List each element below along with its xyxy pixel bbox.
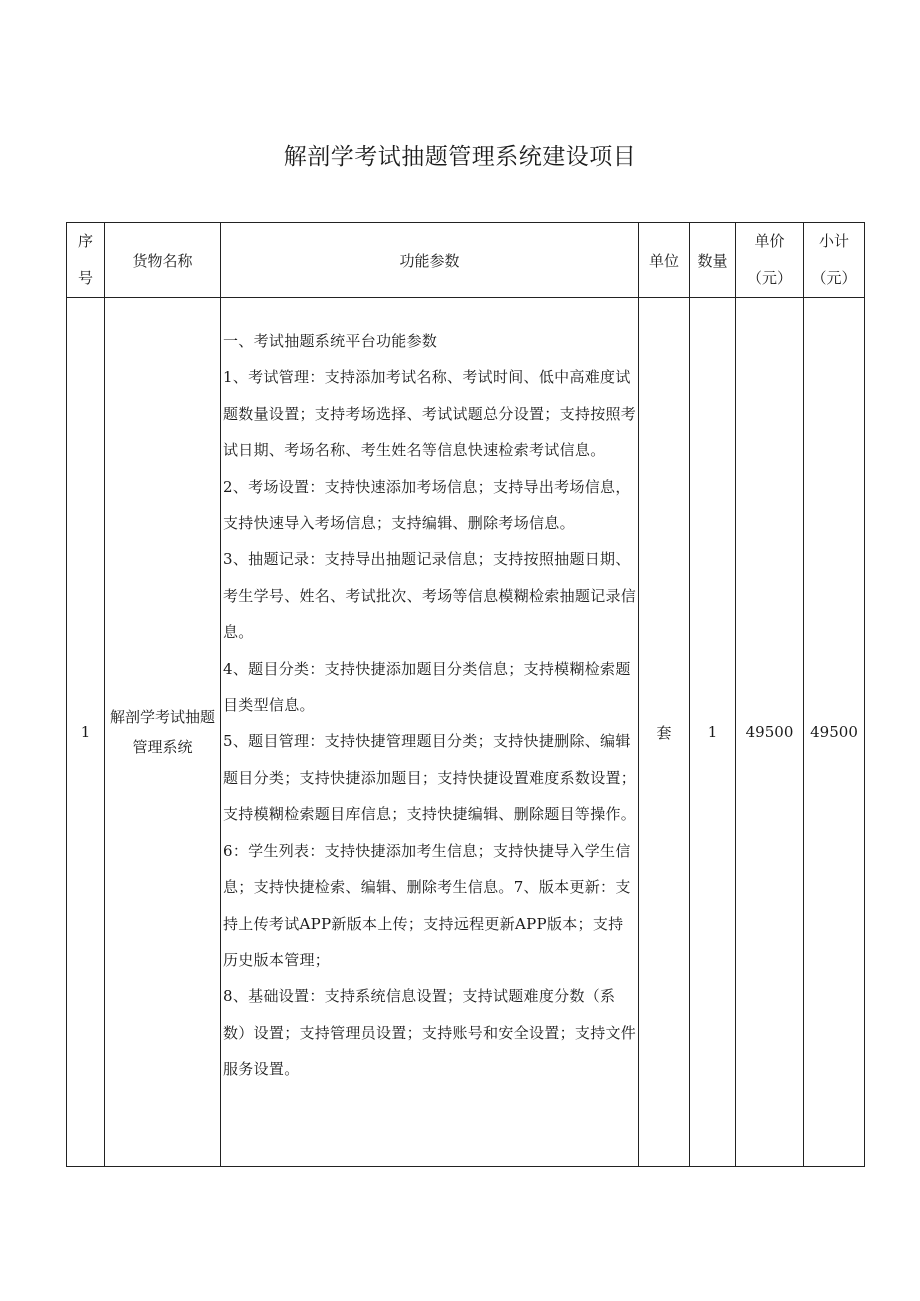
header-price [736,223,804,298]
param-line: 3、抽题记录：支持导出抽题记录信息；支持按照抽题日期、考生学号、姓名、考试批次、考场等信息模糊检索抽题记录信息。 [223,550,637,642]
param-line: 4、题目分类：支持快捷添加题目分类信息；支持模糊检索题目类型信息。 [223,659,631,715]
header-seq-line1: 序 [77,232,93,250]
row-subtotal: 49500 [804,298,865,1167]
header-params: 功能参数 [221,223,639,298]
header-price-line2: （元） [746,269,792,287]
row-params [221,298,639,1167]
param-line: 1、考试管理：支持添加考试名称、考试时间、低中高难度试题数量设置；支持考场选择、考试试题总分设置；支持按照考试日期、考场名称、考生姓名等信息快速检索考试信息。 [223,368,637,460]
param-line: 2、考场设置：支持快速添加考场信息；支持导出考场信息，支持快速导入考场信息；支持编辑、删除考场信息。 [223,477,631,533]
document-title: 解剖学考试抽题管理系统建设项目 [283,144,637,170]
header-subtotal-line2: （元） [811,269,857,287]
param-line: 一、考试抽题系统平台功能参数 [223,332,438,350]
row-price: 49500 [736,298,804,1167]
header-unit: 单位 [639,223,690,298]
row-unit: 套 [639,298,690,1167]
header-subtotal-line1: 小计 [818,232,849,250]
header-subtotal [804,223,865,298]
table-row [67,298,865,1167]
row-name: 解剖学考试抽题管理系统 [105,298,221,1167]
param-line: 5、题目管理：支持快捷管理题目分类；支持快捷删除、编辑题目分类；支持快捷添加题目；支持快捷设置难度系数设置；支持模糊检索题目库信息；支持快捷编辑、删除题目等操作。 [223,732,637,824]
param-line: 6：学生列表：支持快捷添加考生信息；支持快捷导入学生信息；支持快捷检索、编辑、删除考生信息。7、版本更新：支持上传考试APP新版本上传；支持远程更新APP版本；支持历史版本管理； [223,841,631,969]
param-line: 8、基础设置：支持系统信息设置；支持试题难度分数（系数）设置；支持管理员设置；支持账号和安全设置；支持文件服务设置。 [223,987,637,1079]
row-seq: 1 [67,298,105,1167]
header-seq [67,223,105,298]
header-qty: 数量 [690,223,736,298]
row-qty: 1 [690,298,736,1167]
header-name: 货物名称 [105,223,221,298]
spec-table [66,222,865,1167]
header-seq-line2: 号 [77,269,93,287]
header-row [67,223,865,298]
header-price-line1: 单价 [754,232,785,250]
